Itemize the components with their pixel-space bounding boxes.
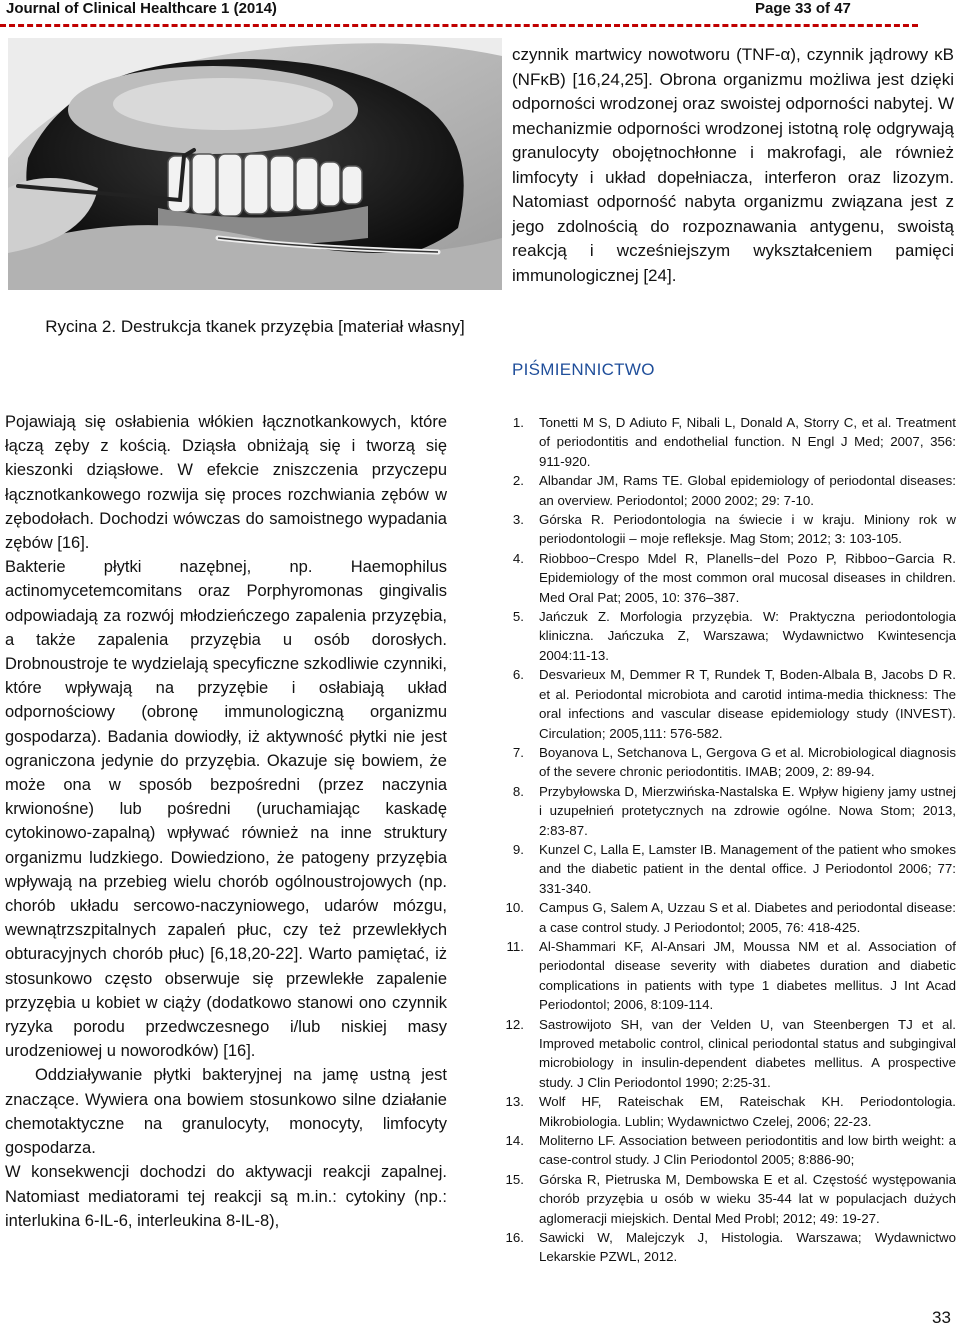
reference-number: 9. (512, 841, 524, 857)
reference-item (500, 510, 956, 549)
reference-text: Sastrowijoto SH, van der Velden U, van Steenbergen TJ et al. Improved metabolic control, clinical periodontal status and subgingival microbiology in insulin-dependent diabetes mellitus. A prospective study. J Clin Periodontol 1990; 2:25-31. (539, 1016, 956, 1090)
right-column-text (512, 43, 954, 288)
reference-text: Al-Shammari KF, Al-Ansari JM, Moussa NM et al. Association of periodontal disease severity with diabetes duration and diabetic complications in patients with type 1 diabetes mellitus. J Int Acad Periodontol; 2006, 8:109-114. (539, 938, 956, 1013)
reference-item (500, 1015, 956, 1093)
reference-number: 4. (512, 550, 524, 566)
reference-number: 3. (512, 512, 524, 528)
reference-number: 12. (505, 1016, 524, 1032)
page-header (0, 0, 960, 28)
reference-item (500, 743, 956, 782)
reference-text: Wolf HF, Rateischak EM, Rateischak KH. Periodontologia. Mikrobiologia. Lublin; Wydawnictwo Czelej, 2006; 22-23. (539, 1094, 956, 1129)
reference-text: Albandar JM, Rams TE. Global epidemiology of periodontal diseases: an overview. Periodontol; 2000 2002; 29: 7-10. (539, 473, 956, 508)
reference-number: 1. (512, 415, 524, 430)
reference-item (500, 1131, 956, 1170)
reference-item (500, 549, 956, 607)
reference-item (500, 937, 956, 1015)
reference-item (500, 840, 956, 898)
reference-item (500, 1228, 956, 1267)
reference-number: 2. (512, 473, 524, 489)
reference-text: Kunzel C, Lalla E, Lamster IB. Management of the patient who smokes and the diabetic patient in the dental office. J Periodontol 2006; 77: 331-340. (539, 841, 956, 896)
reference-text: Desvarieux M, Demmer R T, Rundek T, Boden-Albala B, Jacobs D R. et al. Periodontal microbiota and carotid intima-media thickness: The oral infections and vascular disease epidemiology study (INVEST). Circulation; 2005,111: 576-582. (539, 667, 956, 741)
reference-number: 14. (505, 1133, 524, 1149)
figure-caption: Rycina 2. Destrukcja tkanek przyzębia [materiał własny] (45, 317, 465, 336)
body-paragraph: Oddziaływanie płytki bakteryjnej na jamę ustną jest znaczące. Wywiera ona bowiem stosunkowo silne działanie chemotaktyczne na granulocyty, monocyty, limfocyty gospodarza. (5, 1066, 447, 1158)
reference-number: 6. (512, 667, 524, 683)
body-paragraph: Bakterie płytki nazębnej, np. Haemophilus actinomycetemcomitans oraz Porphyromonas gingivalis odpowiadają za rozwój młodzieńczego zapalenia przyzębia, a także zapalenia przyzębia u osób dorosłych. Drobnoustroje te wydzielają specyficzne szkodliwie czynniki, które wpływają na przyzębie i osłabiają układ odpornościowy (obronę immunologiczną organizmu gospodarza). Badania dowiodły, iż aktywność płytki nie jest ograniczona jedynie do przyzębia. Okazuje się bowiem, że może ona w sposób bezpośredni (przez naczynia krwionośne) lub pośredni (uruchamiając kaskadę cytokinowo-zapalną) wpływać również na inne struktury organizmu ludzkiego. Dowiedziono, że patogeny przyzębia wpływają na przebieg wielu chorób ogólnoustrojowych (np. chorób układu sercowo-naczyniowego, udarów mózgu, wewnątrzszpitalnych zapaleń płuc, czy też przewlekłych obturacyjnych chorób płuc) [6,18,20-22]. Warto pamiętać, iż stosunkowo często obserwuje się przewlekłe zapalenie przyzębia u kobiet w ciąży (dodatkowo stanowi ono czynnik ryzyka porodu przedwczesnego i/lub niskiej masy urodzeniowej u noworodków) [16]. (5, 558, 447, 1061)
reference-item (500, 898, 956, 937)
reference-text: Sawicki W, Malejczyk J, Histologia. Warszawa; Wydawnictwo Lekarskie PZWL, 2012. (539, 1230, 956, 1265)
page-number: Page 33 of 47 (755, 0, 851, 17)
reference-item (500, 782, 956, 840)
reference-item (500, 607, 956, 665)
reference-item (500, 665, 956, 743)
reference-number: 16. (505, 1230, 524, 1246)
reference-number: 8. (512, 783, 524, 799)
page-folio: 33 (932, 1308, 951, 1327)
reference-text: Campus G, Salem A, Uzzau S et al. Diabetes and periodontal disease: a case control study. J Periodontol; 2005, 76: 418-425. (539, 900, 956, 935)
reference-number: 7. (512, 744, 524, 760)
reference-text: Moliterno LF. Association between periodontitis and low birth weight: a case-control study. J Clin Periodontol 2005; 8:886-90; (539, 1133, 956, 1168)
reference-text: Przybyłowska D, Mierzwińska-Nastalska E. Wpływ higieny jamy ustnej i uzupełnień protetycznych na zdrowie ogólne. Nowa Stom; 2013, 2:83-87. (539, 783, 956, 838)
references-list (500, 413, 956, 1267)
body-paragraph: Pojawiają się osłabienia włókien łącznotkankowych, które łączą zęby z kością. Dziąsła obniżają się i tworzą się kieszonki dziąsłowe. W efekcie zniszczenia przyczepu łącznotkankowego rozwija się proces rozchwiania zębów w zębodołach. Dochodzi wówczas do samoistnego wypadania zębów [16]. (5, 413, 447, 553)
reference-number: 15. (505, 1171, 524, 1187)
references-heading: PIŚMIENNICTWO (512, 360, 655, 379)
figure-photo (8, 38, 502, 290)
reference-item (500, 1092, 956, 1131)
body-paragraph: czynnik martwicy nowotworu (TNF-α), czynnik jądrowy κB (NFκB) [16,24,25]. Obrona organizmu możliwa jest dzięki odporności wrodzonej oraz swoistej odporności nabytej. W mechanizmie odporności wrodzonej istotną rolę odgrywają granulocyty obojętnochłonne i makrofagi, ale również limfocyty i układ dopełniacza, interferon oraz lizozym. Natomiast odporność nabyta organizmu związana jest z jego zdolnością do rozpoznawania antygenu, swoistą reakcją i wcześniejszym wykształceniem pamięci immunologicznej [24]. (512, 45, 954, 285)
reference-text: Riobboo−Crespo Mdel R, Planells−del Pozo P, Ribboo−Garcia R. Epidemiology of the most common oral mucosal diseases in children. Med Oral Pat; 2005, 10: 376–387. (539, 550, 956, 605)
reference-number: 5. (512, 609, 524, 625)
reference-item (500, 1170, 956, 1228)
reference-text: Górska R, Pietruska M, Dembowska E et al. Częstość występowania chorób przyzębia u osób w wieku 35-44 lat w populacjach dużych aglomeracji miejskich. Dental Med Probl; 2012; 49: 19-27. (539, 1171, 956, 1226)
reference-number: 13. (505, 1094, 524, 1110)
reference-text: Boyanova L, Setchanova L, Gergova G et al. Microbiological diagnosis of the severe chronic periodontitis. IMAB; 2009, 2: 89-94. (539, 744, 956, 780)
header-rule (0, 24, 918, 27)
reference-text: Tonetti M S, D Adiuto F, Nibali L, Donald A, Storry C, et al. Treatment of periodontitis and endothelial function. N Engl J Med; 2007, 356: 911-920. (539, 415, 956, 469)
journal-title: Journal of Clinical Healthcare 1 (2014) (6, 0, 277, 17)
body-paragraph: W konsekwencji dochodzi do aktywacji reakcji zapalnej. Natomiast mediatorami tej reakcji są m.in.: cytokiny (np.: interlukina 6-IL-6, interleukina 8-IL-8), (5, 1163, 447, 1230)
reference-item (500, 413, 956, 471)
reference-text: Górska R. Periodontologia na świecie i w kraju. Miniony rok w periodontologii – moje refleksje. Mag Stom; 2012; 3: 103-105. (539, 512, 956, 547)
reference-number: 11. (506, 938, 524, 954)
left-column-text (5, 410, 447, 1233)
reference-number: 10. (505, 900, 524, 916)
reference-text: Jańczuk Z. Morfologia przyzębia. W: Praktyczna periodontologia kliniczna. Jańczuka Z, Warszawa; Wydawnictwo Kwintesencja 2004:11-13. (539, 609, 956, 663)
reference-item (500, 471, 956, 510)
